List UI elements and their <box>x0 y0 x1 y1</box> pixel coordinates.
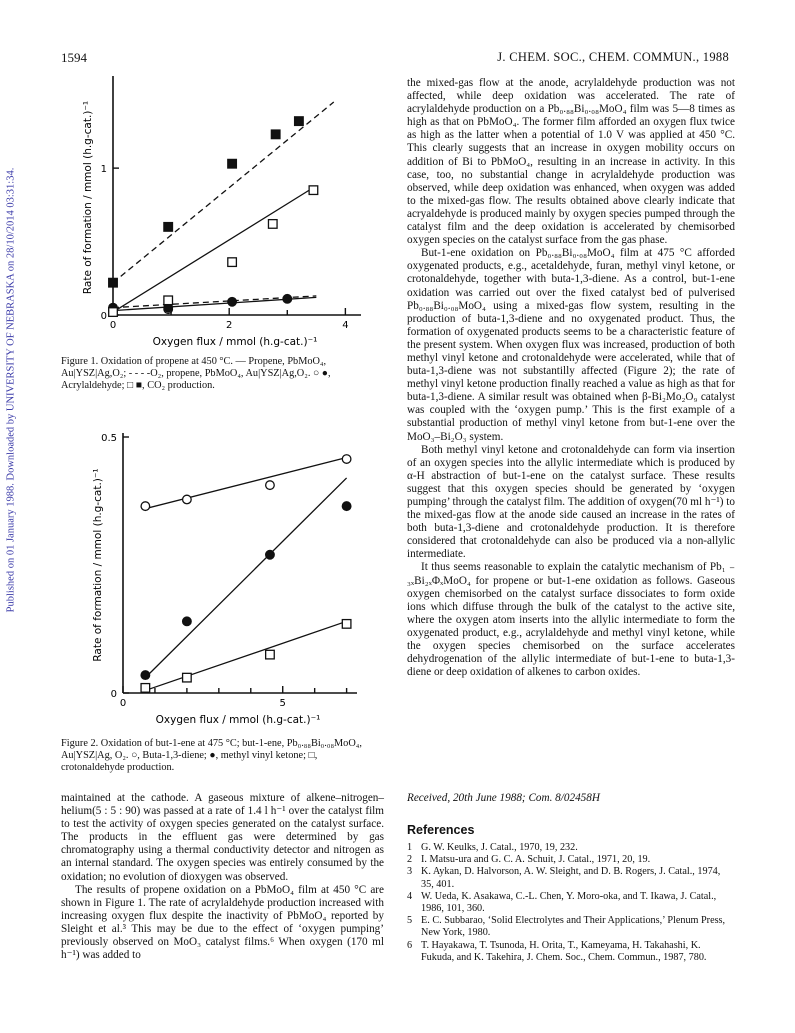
data-point <box>141 671 150 680</box>
figure2 <box>75 425 375 740</box>
series-fit-line <box>145 457 346 508</box>
y-axis-label: Rate of formation / mmol (h.g-cat.)⁻¹ <box>82 100 94 295</box>
y-tick-label: 0 <box>110 689 117 700</box>
reference-text: T. Hayakawa, T. Tsunoda, H. Orita, T., Kameyama, H. Takahashi, K. Fukuda, and K. Takehira, J. Chem. Soc., Chem. Commun., 1987, 780. <box>421 939 707 963</box>
download-watermark-text: Published on 01 January 1988. Downloaded by UNIVERSITY OF NEBRASKA on 28/10/2014 03:31:34. <box>5 167 17 613</box>
right-column-text <box>407 77 735 679</box>
figure1-caption: Figure 1. Oxidation of propene at 450 °C. — Propene, PbMoO₄, Au|YSZ|Ag,O₂; - - - -O₂, propene, PbMoO₄, Au|YSZ|Ag,O₂. ○ ●, Acrylaldehyde; □ ■, CO₂ production. <box>61 356 331 392</box>
reference-number: 3 <box>407 866 413 878</box>
data-point <box>183 617 192 626</box>
figure2-caption: Figure 2. Oxidation of but-1-ene at 475 °C; but-1-ene, Pb₀.₈₈Bi₀.₀₈MoO₄, Au|YSZ|Ag, O₂. ○, Buta-1,3-diene; ●, methyl vinyl ketone; □, crotonaldehyde production. <box>61 738 362 774</box>
references-list <box>407 842 735 964</box>
reference-item <box>407 866 735 890</box>
data-point <box>271 130 280 139</box>
data-point <box>141 684 150 693</box>
x-axis-label: Oxygen flux / mmol (h.g-cat.)⁻¹ <box>155 714 321 726</box>
paragraph: maintained at the cathode. A gaseous mixture of alkene–nitrogen–helium(5 : 5 : 90) was passed at a rate of 1.4 l h⁻¹ over the catalyst film to test the activity of oxygen species generated on the catalyst surface. The products in the effluent gas were determined by gas chromatography using a thermal conductivity detector and nitrogen as an internal standard. The oxygen species was entirely consumed by the oxidation; no evolution of dioxygen was observed. <box>61 792 384 883</box>
paragraph: But-1-ene oxidation on Pb₀.₈₈Bi₀.₀₈MoO₄ film at 475 °C afforded oxygenated products, e.g., acetaldehyde, furan, methyl vinyl ketone, or crotonaldehyde, together with buta-1,3-diene. As a control, but-1-ene oxidation was carried out over the fixed catalyst bed of pulverised Pb₀.₈₈Bi₀.₀₈MoO₄ using a mixed-gas flow system, resulting in the production of buta-1,3-diene and no oxygenated product. Thus, the formation of oxygenated products seems to be a characteristic feature of the present system. When oxygen flux was increased, production of both methyl vinyl ketone and crotonaldehyde were accelerated, while that of buta-1,3-diene was not substantilly affected (Figure 2); the rate of methyl vinyl ketone production finally reached a value as high as that for buta-1,3-diene. A similar result was obtained when β-Bi₂Mo₂O₉ catalyst was coupled with the ‘oxygen pump.’ This is the first example of a substantial production of methyl vinyl ketone from but-1-ene over the MoO₃–Bi₂O₃ system. <box>407 247 735 443</box>
figure2-chart <box>75 425 375 735</box>
reference-item <box>407 915 735 939</box>
data-point <box>183 673 192 682</box>
figure1-chart <box>75 70 375 360</box>
x-axis-label: Oxygen flux / mmol (h.g-cat.)⁻¹ <box>152 336 318 348</box>
paragraph: the mixed-gas flow at the anode, acrylaldehyde production was not affected, while deep oxidation was accelerated. The rate of acrylaldehyde production on a Pb₀.₈₈Bi₀.₀₈MoO₄ film was 5—8 times as high as that on PbMoO₄. The former film afforded an oxygen flux twice as high as the latter when a potential of 1.0 V was applied at 450 °C. This clearly suggests that an increase in oxygen mobility occurs on addition of Bi to PbMoO₄, resulting in an increase in activity. In this case, too, no substantial change in acrylaldehyde production was observed, while deep oxidation was enhanced, when oxygen was added to the mixed-gas flow. The results obtained above clearly indicate that acryaldehyde is produced mainly by oxygen species pumped through the catalyst film and the deep oxidation is accelerated by chemisorbed oxygen species on the catalyst surface from the gas phase. <box>407 77 735 247</box>
data-point <box>164 223 173 232</box>
data-point <box>342 502 351 511</box>
data-point <box>268 220 277 229</box>
x-tick-label: 0 <box>109 320 117 331</box>
reference-number: 2 <box>407 854 413 866</box>
left-column-text <box>61 792 384 962</box>
data-point <box>295 117 304 126</box>
data-point <box>342 455 351 464</box>
y-tick-label: 1 <box>100 164 107 176</box>
paragraph: Both methyl vinyl ketone and crotonaldehyde can form via insertion of an oxygen species into the allylic intermediate which is produced by α-H abstraction of but-1-ene on the catalyst surface. These results suggest that this oxygen species should be generated by ‘oxygen pumping’ through the catalyst film. The addition of oxygen(70 ml h⁻¹) to the mixed-gas flow at the anode side caused an increase in the rates of both buta-1,3-diene and crotonaldehyde production. It is therefore considered that crotonaldehyde can also be produced via a non-allylic intermediate. <box>407 443 735 561</box>
x-tick-label: 0 <box>119 698 127 709</box>
data-point <box>141 502 150 511</box>
y-tick-label: 0 <box>100 311 107 322</box>
data-point <box>109 278 118 287</box>
x-tick-label: 5 <box>279 698 286 709</box>
data-point <box>228 297 237 306</box>
reference-number: 4 <box>407 890 413 902</box>
x-tick-label: 4 <box>342 320 349 331</box>
reference-text: I. Matsu-ura and G. C. A. Schuit, J. Catal., 1971, 20, 19. <box>421 854 651 866</box>
reference-text: E. C. Subbarao, ‘Solid Electrolytes and Their Applications,’ Plenum Press, New York, 1980. <box>421 915 726 939</box>
reference-number: 6 <box>407 939 413 951</box>
data-point <box>228 258 237 267</box>
data-point <box>266 650 275 659</box>
data-point <box>309 186 318 195</box>
data-point <box>342 620 351 629</box>
reference-number: 5 <box>407 915 413 927</box>
figure1 <box>75 70 375 365</box>
series-fit-line <box>113 102 334 283</box>
y-axis-label: Rate of formation / mmol (h.g-cat.)⁻¹ <box>92 468 104 662</box>
x-tick-label: 2 <box>226 320 233 331</box>
series-fit-line <box>145 621 346 690</box>
reference-item <box>407 854 735 866</box>
series-fit-line <box>113 186 316 312</box>
paragraph: It thus seems reasonable to explain the catalytic mechanism of Pb₁ ₋ ₃ₓBi₂ₓΦₓMoO₄ for propene or but-1-ene oxidation as follows. Gaseous oxygen chemisorbed on the catalyst surface dissociates to form oxide ions which diffuse through the bulk of the catalyst to the active site, where the oxygen atom inserts into the allylic intermediate to form the oxygenated product, e.g., acrylaldehyde and methyl vinyl ketone, while the oxygen species chemisorbed on the surface accelerates dehydrogenation of the allylic intermediate of but-1-ene to buta-1,3-diene or deep oxidation of alkenes to carbon oxides. <box>407 561 735 679</box>
data-point <box>266 550 275 559</box>
data-point <box>283 295 292 304</box>
references-heading: References <box>407 823 475 837</box>
reference-number: 1 <box>407 842 413 853</box>
reference-item <box>407 891 735 915</box>
reference-item <box>407 842 735 854</box>
reference-item <box>407 940 735 964</box>
reference-text: G. W. Keulks, J. Catal., 1970, 19, 232. <box>421 842 578 853</box>
paragraph: The results of propene oxidation on a PbMoO₄ film at 450 °C are shown in Figure 1. The rate of acrylaldehyde production increased with increasing oxygen flux despite the inactivity of PbMoO₄ reported by Sleight et al.³ This may be due to the effect of ‘oxygen pumping’ previously observed on MoO₃ catalyst films.⁶ When oxygen (170 ml h⁻¹) was added to <box>61 883 384 962</box>
download-watermark <box>0 120 22 660</box>
data-point <box>183 495 192 504</box>
reference-text: K. Aykan, D. Halvorson, A. W. Sleight, and D. B. Rogers, J. Catal., 1974, 35, 401. <box>421 866 721 890</box>
y-tick-label: 0.5 <box>101 433 117 444</box>
data-point <box>228 159 237 168</box>
page-number: 1594 <box>61 50 87 65</box>
journal-running-head: J. CHEM. SOC., CHEM. COMMUN., 1988 <box>497 50 729 64</box>
data-point <box>164 296 173 305</box>
reference-text: W. Ueda, K. Asakawa, C.-L. Chen, Y. Moro-oka, and T. Ikawa, J. Catal., 1986, 101, 360. <box>421 890 717 915</box>
series-fit-line <box>145 478 346 678</box>
data-point <box>266 481 275 490</box>
received-line: Received, 20th June 1988; Com. 8/02458H <box>407 792 600 804</box>
data-point <box>109 308 118 317</box>
